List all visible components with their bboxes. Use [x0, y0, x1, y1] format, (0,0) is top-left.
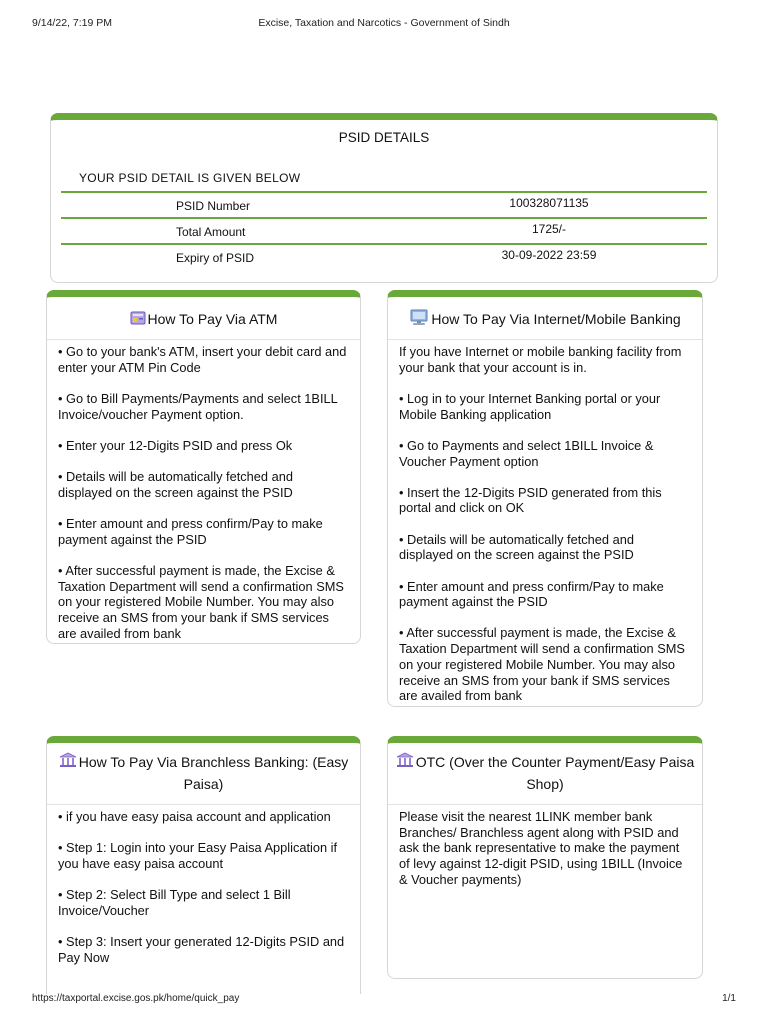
psid-row-number: [61, 193, 707, 219]
bank-icon: [59, 752, 77, 774]
psid-heading: PSID DETAILS: [338, 130, 430, 145]
internet-steps: [388, 340, 702, 704]
internet-step: • Enter amount and press confirm/Pay to make payment against the PSID: [399, 578, 664, 610]
print-header: [32, 17, 736, 31]
atm-step: • Enter your 12-Digits PSID and press Ok: [58, 437, 293, 453]
atm-step: • Enter amount and press confirm/Pay to make payment against the PSID: [58, 515, 323, 547]
branchless-step: • Step 2: Select Bill Type and select 1 Bill Invoice/Voucher: [58, 887, 291, 918]
expiry-label: Expiry of PSID: [176, 251, 255, 265]
computer-icon: [409, 309, 429, 332]
print-url: https://taxportal.excise.gos.pk/home/quick_pay: [32, 993, 240, 1004]
otc-steps: [388, 805, 702, 888]
internet-title-text: How To Pay Via Internet/Mobile Banking: [431, 311, 681, 328]
otc-step: Please visit the nearest 1LINK member bank Branches/ Branchless agent along with PSID and ask the bank representative to make the payment of levy against 12-digit PSID, using 1BILL (Invoice & Voucher payments): [399, 809, 683, 887]
psid-details-card: [50, 113, 718, 283]
atm-steps: [47, 340, 360, 641]
psid-number-value: 100328071135: [509, 196, 589, 210]
internet-step: If you have Internet or mobile banking facility from your bank that your account is in.: [399, 344, 682, 375]
branchless-step: • Step 1: Login into your Easy Paisa Application if you have easy paisa account: [58, 840, 338, 871]
atm-card-title: [47, 297, 360, 340]
total-amount-value: 1725/-: [531, 222, 567, 236]
atm-step: • Details will be automatically fetched and displayed on the screen against the PSID: [58, 469, 293, 500]
branchless-steps: [47, 805, 360, 965]
otc-title-text: OTC (Over the Counter Payment/Easy Paisa Shop): [415, 754, 695, 793]
atm-step: • Go to Bill Payments/Payments and select 1BILL Invoice/voucher Payment option.: [58, 390, 338, 422]
print-footer: [32, 993, 736, 1007]
psid-row-expiry: [61, 245, 707, 271]
otc-card-title: [388, 743, 702, 805]
atm-card-icon: [130, 310, 146, 331]
atm-title-text: How To Pay Via ATM: [147, 311, 278, 327]
internet-step: • Log in to your Internet Banking portal or your Mobile Banking application: [399, 390, 661, 422]
branchless-step: • if you have easy paisa account and application: [58, 809, 331, 824]
atm-step: • After successful payment is made, the Excise & Taxation Department will send a confirmation SMS on your registered Mobile Number. You may also receive an SMS from your bank if SMS services are availed from bank: [58, 562, 344, 641]
internet-step: • Go to Payments and select 1BILL Invoice & Voucher Payment option: [399, 437, 654, 469]
branchless-banking-card: [46, 736, 361, 994]
otc-payment-card: [387, 736, 703, 979]
internet-step: • After successful payment is made, the Excise & Taxation Department will send a confirmation SMS on your registered Mobile Number. You may also receive an SMS from your bank if SMS services are availed from bank: [399, 625, 685, 704]
internet-card-title: [388, 297, 702, 340]
page-number: 1/1: [722, 993, 736, 1004]
internet-step: • Details will be automatically fetched and displayed on the screen against the PSID: [399, 531, 634, 563]
branchless-card-title: [47, 743, 360, 805]
psid-row-amount: [61, 219, 707, 245]
print-doc-title: Excise, Taxation and Narcotics - Government of Sindh: [258, 17, 510, 29]
bank-icon: [396, 752, 414, 774]
psid-table: [61, 191, 707, 271]
branchless-title-text: How To Pay Via Branchless Banking: (Easy Paisa): [78, 754, 349, 793]
psid-subheading: YOUR PSID DETAIL IS GIVEN BELOW: [79, 171, 301, 185]
internet-step: • Insert the 12-Digits PSID generated from this portal and click on OK: [399, 484, 662, 516]
internet-banking-card: [387, 290, 703, 707]
total-amount-label: Total Amount: [176, 225, 246, 239]
expiry-value: 30-09-2022 23:59: [501, 248, 597, 262]
branchless-step: • Step 3: Insert your generated 12-Digits PSID and Pay Now: [58, 934, 345, 965]
psid-number-label: PSID Number: [176, 199, 251, 213]
print-datetime: 9/14/22, 7:19 PM: [32, 17, 112, 29]
atm-step: • Go to your bank's ATM, insert your debit card and enter your ATM Pin Code: [58, 344, 347, 375]
atm-payment-card: [46, 290, 361, 644]
